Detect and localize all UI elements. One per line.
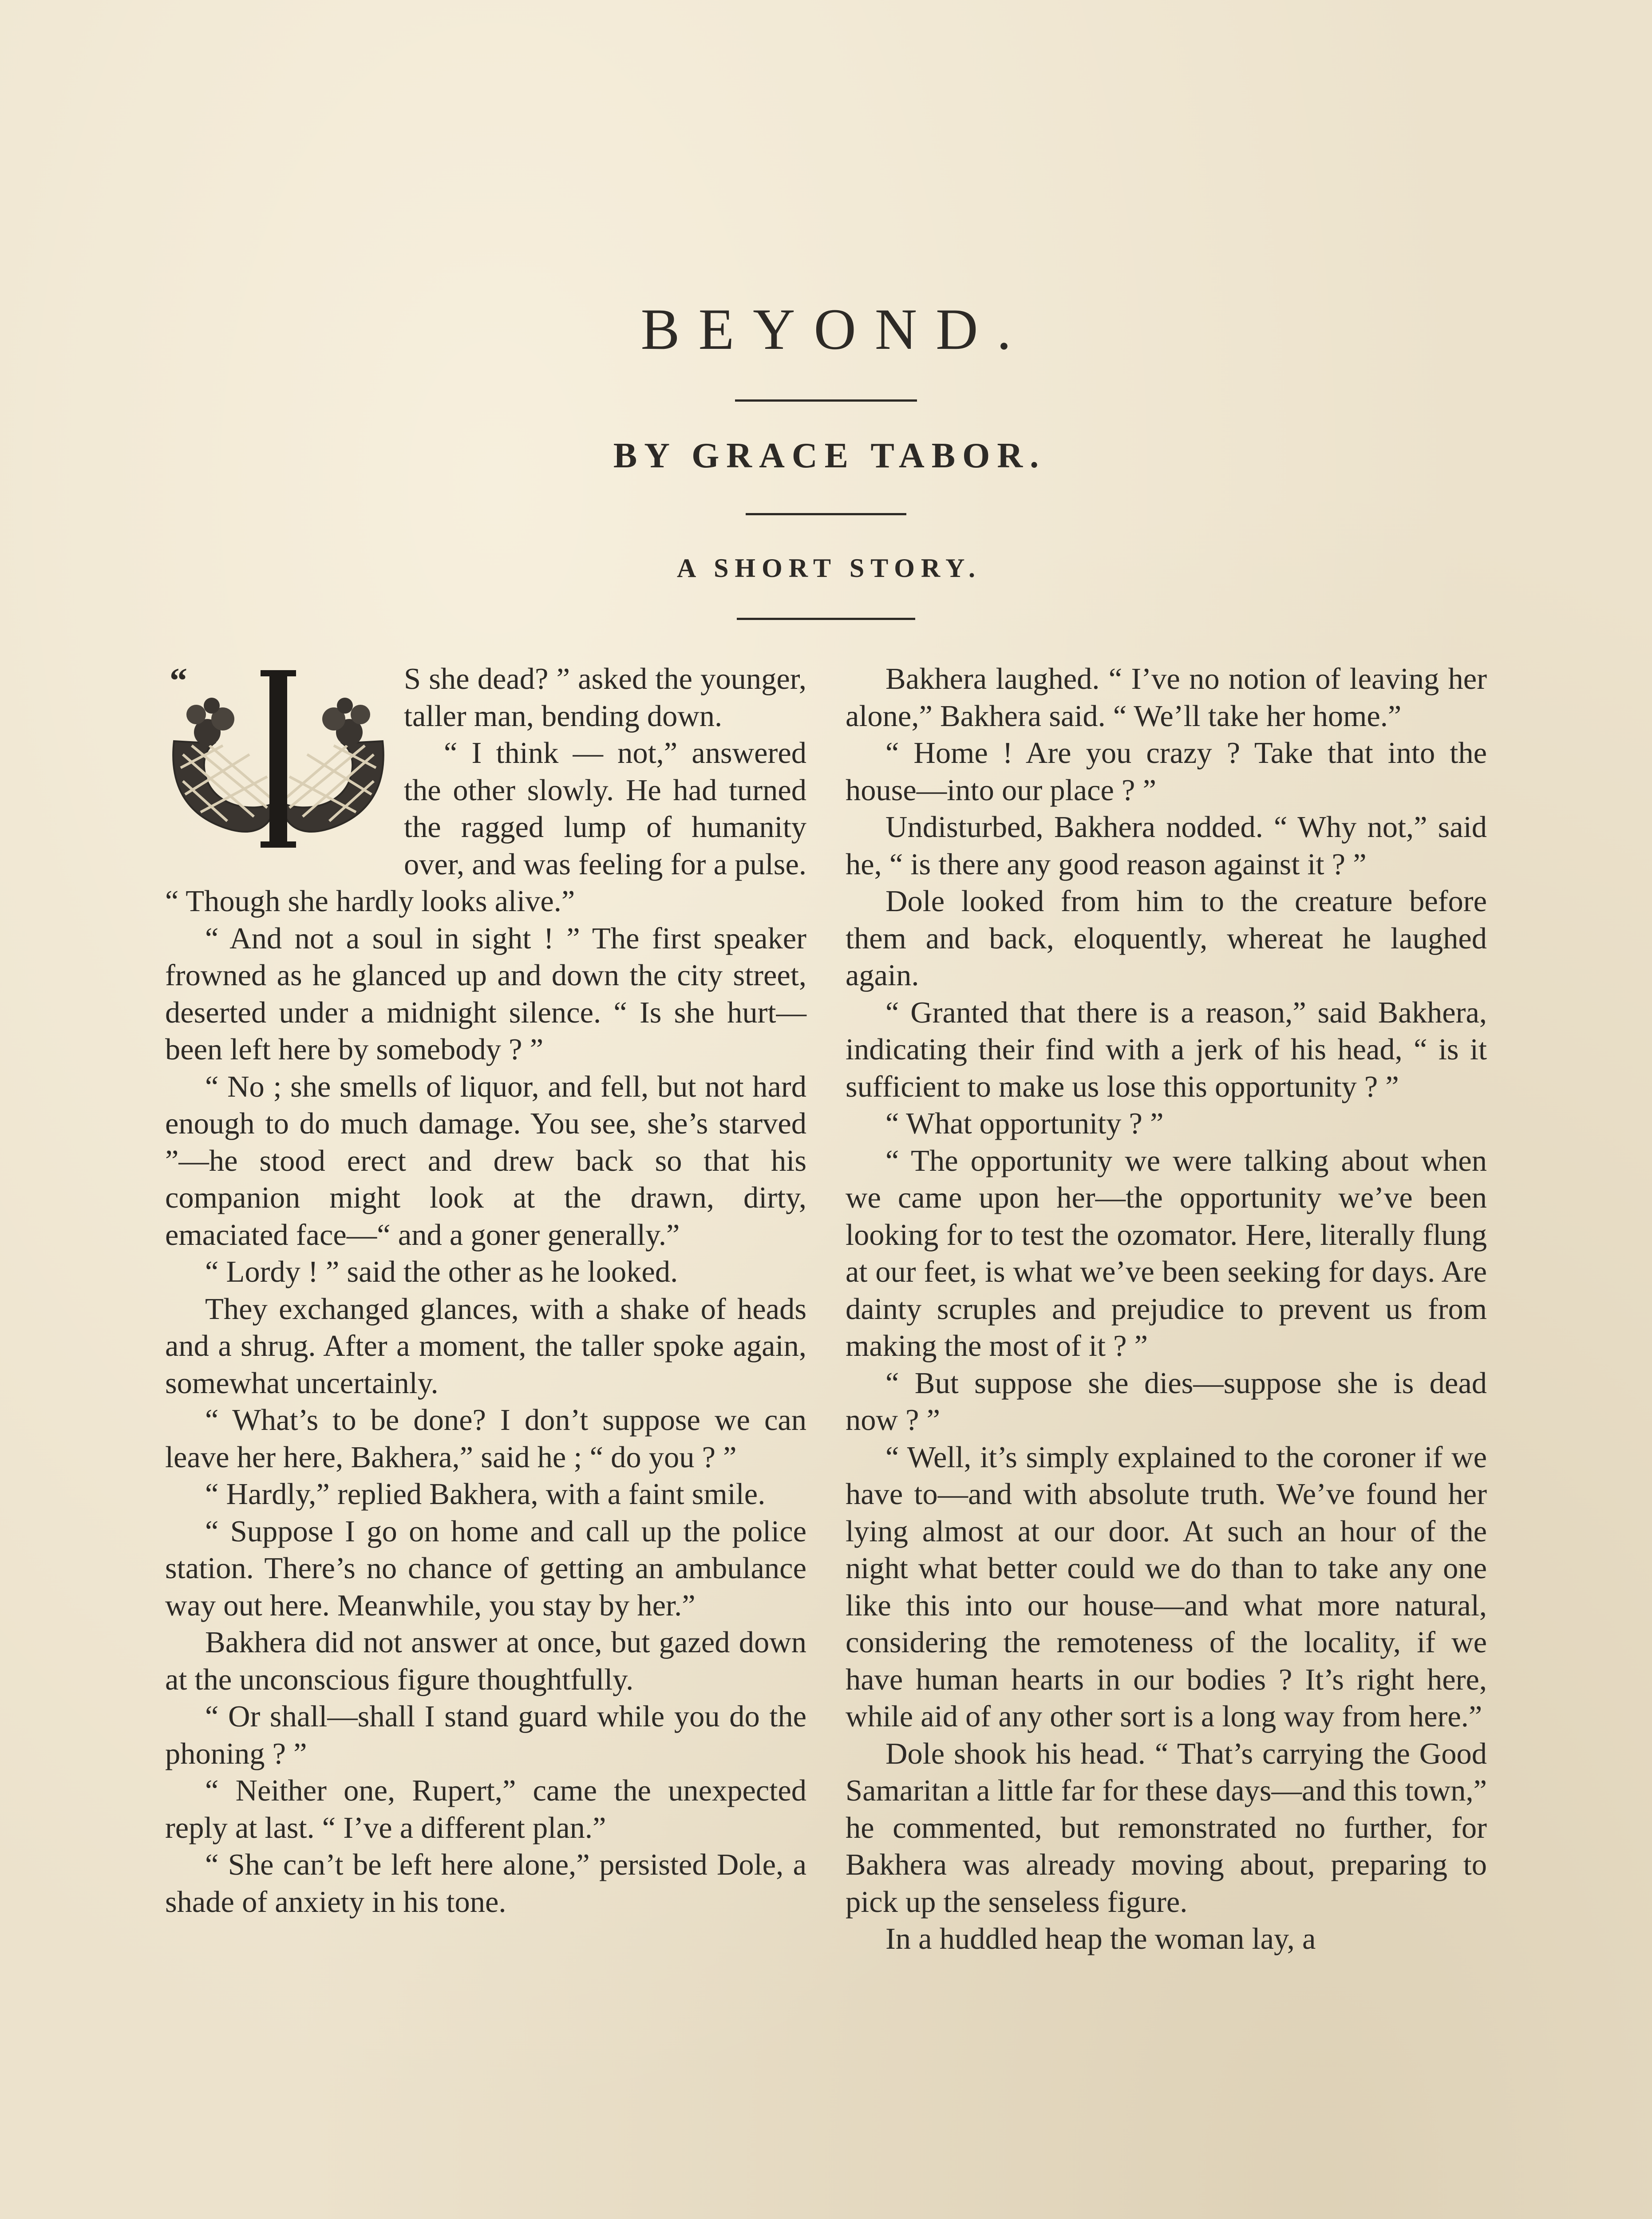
- paragraph: “ And not a soul in sight ! ” The first speaker frowned as he glanced up and down the city street, deserted under a midnight silence. “ Is she hurt—been left here by somebody ? ”: [165, 921, 806, 1066]
- paragraph: “ The opportunity we were talking about when we came upon her—the opportunity we’ve been looking for to test the ozomator. Here, literally flung at our feet, is what we’ve been seeking for days. Are dainty scruples and prejudice to prevent us from making the most of it ? ”: [846, 1143, 1487, 1362]
- story-subtitle: A SHORT STORY.: [677, 553, 981, 583]
- right-text-column: [846, 660, 1487, 1958]
- paragraph: “ But suppose she dies—suppose she is dead now ? ”: [846, 1366, 1487, 1437]
- story-title: BEYOND.: [640, 296, 1030, 362]
- paragraph: Dole shook his head. “ That’s carrying the Good Samaritan a little far for these days—and this town,” he commented, but remonstrated no further, for Bakhera was already moving about, preparing to pick up the senseless figure.: [846, 1736, 1487, 1919]
- paragraph: “ No ; she smells of liquor, and fell, but not hard enough to do much damage. You see, she’s starved ”—he stood erect and drew back so that his companion might look at the drawn, dirty, emaciated face—“ and a goner generally.”: [165, 1069, 806, 1252]
- paragraph: “ Hardly,” replied Bakhera, with a faint smile.: [205, 1477, 766, 1511]
- left-text-column: [165, 660, 806, 1920]
- paragraph: “ I think — not,” answered the other slowly. He had turned the ragged lump of humanity over, and was feeling for a pulse. “ Though she hardly looks alive.”: [165, 736, 806, 918]
- subtitle-rule: [737, 618, 915, 620]
- ornamental-initial-i-icon: [165, 666, 391, 852]
- paragraph: “ Neither one, Rupert,” came the unexpected reply at last. “ I’ve a different plan.”: [165, 1773, 806, 1844]
- paragraph: “ Well, it’s simply explained to the coroner if we have to—and with absolute truth. We’ve found her lying almost at our door. At such an hour of the night what better could we do than to take any one like this into our house—and what more natural, considering the remoteness of the locality, if we have human hearts in our bodies ? It’s right here, while aid of any other sort is a long way from here.”: [846, 1440, 1487, 1733]
- ornamental-dropcap: [165, 666, 391, 852]
- paragraph: Dole looked from him to the creature before them and back, eloquently, whereat he laughed again.: [846, 884, 1487, 992]
- author-byline: BY GRACE TABOR.: [613, 436, 1046, 475]
- paragraph: “ Or shall—shall I stand guard while you do the phoning ? ”: [165, 1699, 806, 1770]
- paragraph: “ What opportunity ? ”: [885, 1106, 1164, 1140]
- title-rule: [735, 399, 917, 402]
- paragraph: “ Lordy ! ” said the other as he looked.: [205, 1255, 678, 1288]
- paragraph: “ Granted that there is a reason,” said Bakhera, indicating their find with a jerk of his head, “ is it sufficient to make us lose this opportunity ? ”: [846, 995, 1487, 1103]
- paragraph: Undisturbed, Bakhera nodded. “ Why not,” said he, “ is there any good reason against it ? ”: [846, 810, 1487, 881]
- paragraph: They exchanged glances, with a shake of heads and a shrug. After a moment, the taller spoke again, somewhat uncertainly.: [165, 1291, 806, 1400]
- paragraph: In a huddled heap the woman lay, a: [885, 1922, 1316, 1955]
- byline-rule: [746, 513, 906, 515]
- paragraph: S she dead? ” asked the younger, taller man, bending down.: [404, 662, 806, 733]
- paragraph: Bakhera laughed. “ I’ve no notion of leaving her alone,” Bakhera said. “ We’ll take her home.”: [846, 662, 1487, 733]
- dropcap-lead-quote: “: [170, 666, 187, 700]
- paragraph: “ Suppose I go on home and call up the police station. There’s no chance of getting an ambulance way out here. Meanwhile, you stay by her.”: [165, 1514, 806, 1622]
- paragraph: “ She can’t be left here alone,” persisted Dole, a shade of anxiety in his tone.: [165, 1848, 806, 1919]
- paragraph: “ Home ! Are you crazy ? Take that into the house—into our place ? ”: [846, 736, 1487, 807]
- paragraph: Bakhera did not answer at once, but gazed down at the unconscious figure thoughtfully.: [165, 1625, 806, 1696]
- paragraph: “ What’s to be done? I don’t suppose we can leave her here, Bakhera,” said he ; “ do you ? ”: [165, 1403, 806, 1474]
